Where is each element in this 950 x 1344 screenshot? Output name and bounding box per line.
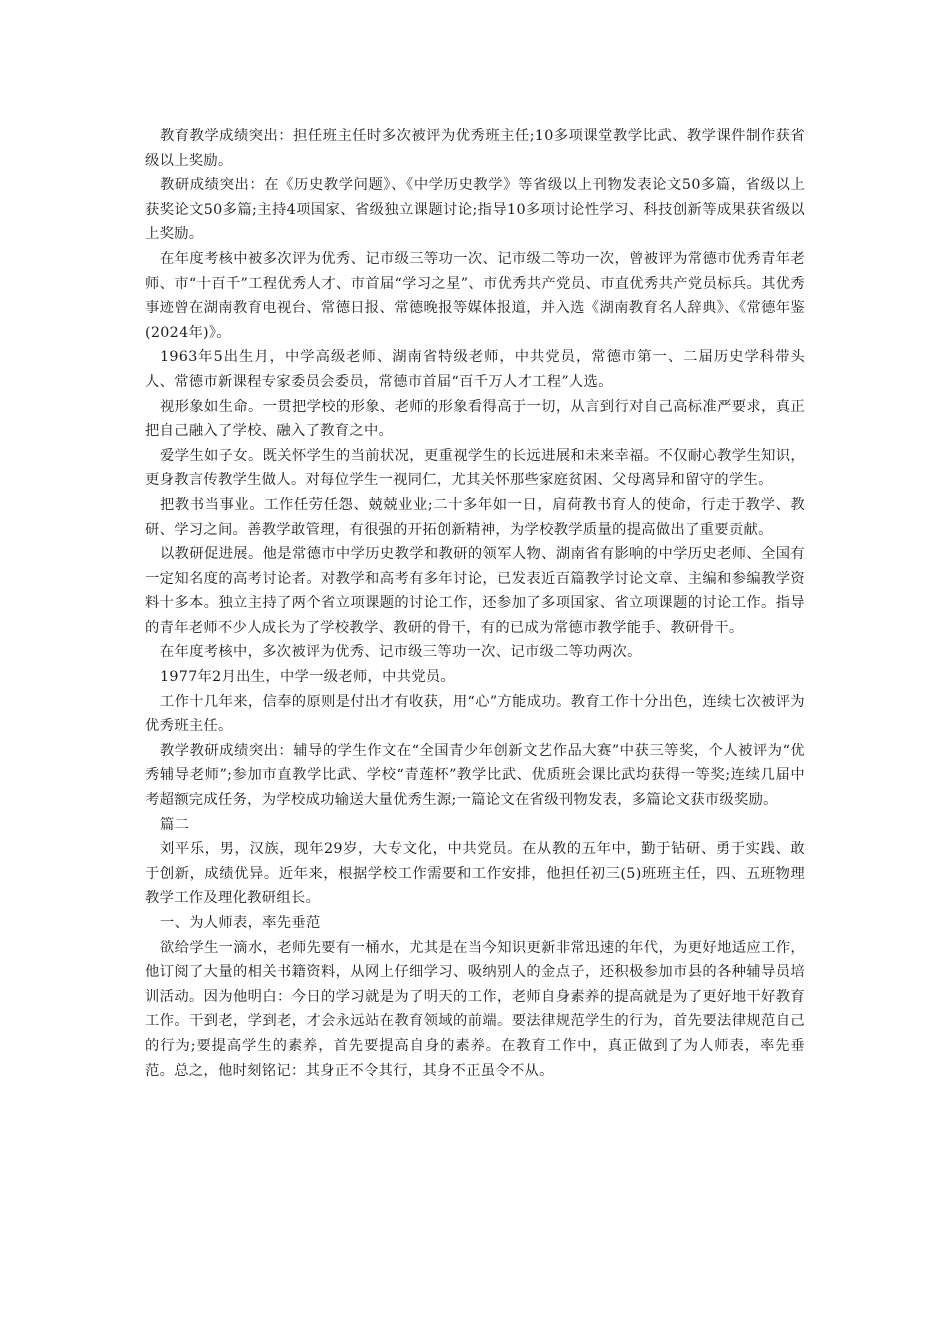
paragraph-teaching-achievements: 教育教学成绩突出：担任班主任时多次被评为优秀班主任;10多项课堂教学比武、教学课件制作获省级以上奖励。: [145, 128, 805, 169]
paragraph-research-achievements: 教研成绩突出：在《历史教学问题》、《中学历史教学》等省级以上刊物发表论文50多篇，省级以上获奖论文50多篇;主持4项国家、省级独立课题讨论;指导10多项讨论性学习、科技创新等成果获省级以上奖励。: [145, 177, 805, 243]
paragraph-love-students: 爱学生如子女。既关怀学生的当前状况，更重视学生的长远进展和未来幸福。不仅耐心教学生知识，更身教言传教学生做人。对每位学生一视同仁，尤其关怀那些家庭贫困、父母离异和留守的学生。: [145, 447, 805, 489]
document-page: [145, 124, 805, 1083]
section-heading-role-model: 一、为人师表，率先垂范: [160, 915, 321, 931]
paragraph-liu-pingle-intro: 刘平乐，男，汉族，现年29岁，大专文化，中共党员。在从教的五年中，勤于钻研、勇于实践、敢于创新，成绩优异。近年来，根据学校工作需要和工作安排，他担任初三(5)班班主任，四、五班物理教学工作及理化教研组长。: [145, 841, 805, 907]
paragraph-bucket-of-water: 欲给学生一滴水，老师先要有一桶水，尤其是在当今知识更新非常迅速的年代，为更好地适应工作，他订阅了大量的相关书籍资料，从网上仔细学习、吸纳别人的金点子，还积极参加市县的各种辅导员培训活动。因为他明白：今日的学习就是为了明天的工作，老师自身素养的提高就是为了更好地干好教育工作。干到老，学到老，才会永远站在教育领域的前端。要法律规范学生的行为，首先要法律规范自己的行为;要提高学生的素养，首先要提高自身的素养。在教育工作中，真正做到了为人师表，率先垂范。总之，他时刻铭记：其身正不令其行，其身不正虽令不从。: [145, 939, 805, 1079]
paragraph-teaching-research-achievements: 教学教研成绩突出：辅导的学生作文在“全国青少年创新文艺作品大赛”中获三等奖，个人被评为“优秀辅导老师”;参加市直教学比武、学校“青莲杯”教学比武、优质班会课比武均获得一等奖;连续几届中考超额完成任务，为学校成功输送大量优秀生源;一篇论文在省级刊物发表，多篇论文获市级奖励。: [145, 742, 805, 809]
paragraph-research-progress: 以教研促进展。他是常德市中学历史教学和教研的领军人物、湖南省有影响的中学历史老师、全国有一定知名度的高考讨论者。对教学和高考有多年讨论，已发表近百篇教学讨论文章、主编和参编教学资料十多本。独立主持了两个省立项课题的讨论工作，还参加了多项国家、省立项课题的讨论工作。指导的青年老师不少人成长为了学校教学、教研的骨干，有的已成为常德市教学能手、教研骨干。: [145, 546, 805, 636]
paragraph-annual-assessment: 在年度考核中被多次评为优秀、记市级三等功一次、记市级二等功一次，曾被评为常德市优秀青年老师、市“十百千”工程优秀人才、市首届“学习之星”、市优秀共产党员、市直优秀共产党员标兵。其优秀事迹曾在湖南教育电视台、常德日报、常德晚报等媒体报道，并入选《湖南教育名人辞典》、《常德年鉴(2024年)》。: [145, 250, 805, 341]
paragraph-birth-1977: 1977年2月出生，中学一级老师，中共党员。: [160, 669, 456, 686]
section-heading-part-two: 篇二: [160, 816, 190, 833]
paragraph-birth-1963: 1963年5出生月，中学高级老师、湖南省特级老师，中共党员，常德市第一、二届历史学科带头人、常德市新课程专家委员会委员，常德市首届“百千万人才工程”人选。: [145, 349, 805, 390]
paragraph-image-as-life: 视形象如生命。一贯把学校的形象、老师的形象看得高于一切，从言到行对自己高标准严要求，真正把自己融入了学校、融入了教育之中。: [145, 398, 805, 440]
paragraph-annual-assessment-2: 在年度考核中，多次被评为优秀、记市级三等功一次、记市级二等功两次。: [160, 644, 642, 661]
paragraph-work-principle: 工作十几年来，信奉的原则是付出才有收获，用“心”方能成功。教育工作十分出色，连续七次被评为优秀班主任。: [145, 693, 805, 735]
paragraph-teaching-as-career: 把教书当事业。工作任劳任怨、兢兢业业;二十多年如一日，肩荷教书育人的使命，行走于教学、教研、学习之间。善教学敢管理，有很强的开拓创新精神，为学校教学质量的提高做出了重要贡献。: [145, 496, 805, 538]
